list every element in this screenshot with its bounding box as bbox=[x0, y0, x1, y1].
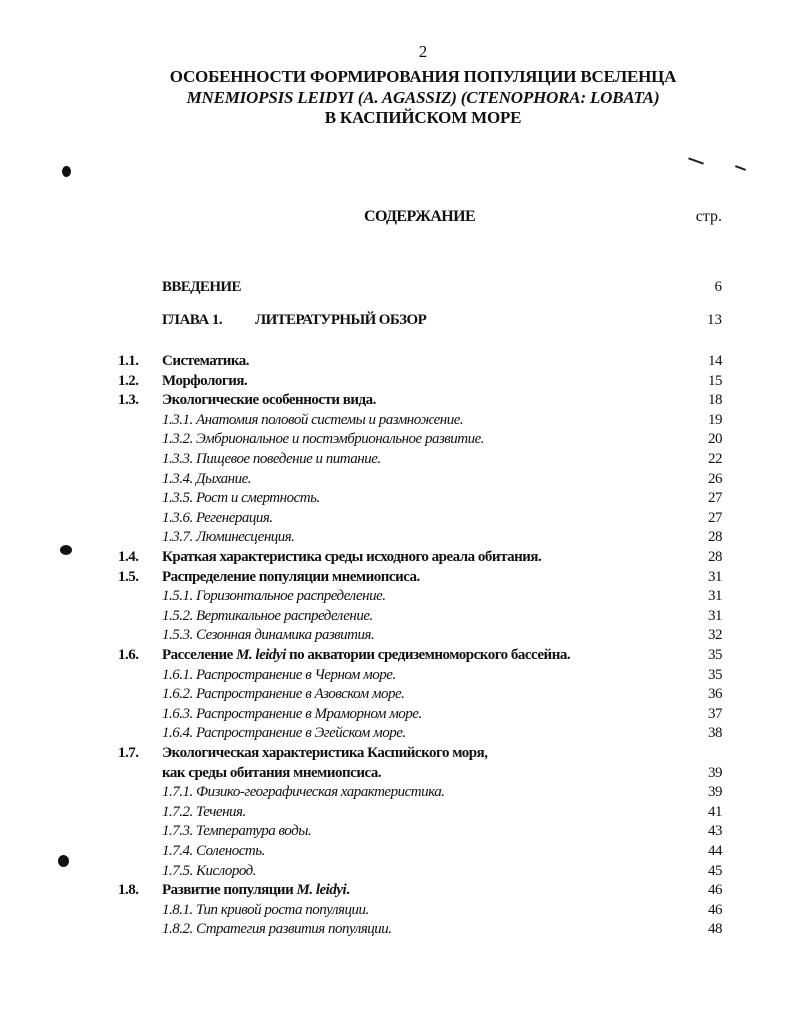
toc-entry-page: 43 bbox=[708, 823, 722, 840]
toc-entry-text: 1.6.2. Распространение в Азовском море. bbox=[162, 686, 405, 703]
toc-entry-title bbox=[162, 371, 247, 391]
toc-entry-page: 44 bbox=[708, 843, 722, 859]
toc-entry bbox=[0, 919, 791, 939]
toc-entry-page: 31 bbox=[708, 607, 722, 624]
toc-entry-title bbox=[162, 390, 376, 410]
toc-entry-text: 1.8.2. Стратегия развития популяции. bbox=[162, 921, 392, 938]
toc-entry-text: 1.7.5. Кислород. bbox=[162, 862, 256, 879]
toc-entry-title bbox=[162, 723, 406, 743]
toc-entry bbox=[0, 763, 791, 783]
toc-entry-page: 31 bbox=[708, 568, 722, 585]
toc-entry-page: 35 bbox=[708, 647, 722, 663]
toc-entry-text: Расселение bbox=[162, 647, 237, 663]
toc-entry-text: 1.3.5. Рост и смертность. bbox=[162, 490, 320, 507]
toc-entry-text: как среды обитания мнемиопсиса. bbox=[162, 764, 382, 781]
toc-entry bbox=[0, 410, 791, 430]
toc-entry-page: 46 bbox=[708, 882, 722, 899]
toc-entry-text: Морфология. bbox=[162, 372, 248, 389]
toc-entry bbox=[0, 665, 791, 685]
toc-entry-number: 1.4. bbox=[118, 549, 139, 565]
toc-entry bbox=[0, 880, 791, 900]
toc-entry-text: по акватории средиземноморского бассейна. bbox=[285, 647, 571, 663]
toc-entry bbox=[0, 429, 791, 449]
toc-entry bbox=[0, 351, 791, 371]
toc-entry bbox=[0, 469, 791, 489]
toc-entry-page: 22 bbox=[708, 451, 722, 467]
toc-entry-page: 35 bbox=[708, 666, 722, 683]
toc-entry-page: 38 bbox=[708, 725, 722, 742]
toc-entry-page: 19 bbox=[708, 411, 722, 428]
toc-entry-text: 1.7.1. Физико-географическая характеристика. bbox=[162, 784, 445, 801]
toc-entry-page: 26 bbox=[708, 470, 722, 487]
toc-entry-title bbox=[162, 547, 541, 567]
toc-entry-text: 1.7.2. Течения. bbox=[162, 803, 246, 820]
page-number: 2 bbox=[418, 42, 428, 61]
scan-mark bbox=[735, 165, 746, 171]
intro-label: ВВЕДЕНИЕ bbox=[162, 279, 241, 295]
toc-entry-text: Краткая характеристика среды исходного ареала обитания. bbox=[162, 549, 542, 565]
intro-page: 6 bbox=[714, 279, 722, 295]
toc-entry-title bbox=[162, 841, 265, 861]
toc-entry bbox=[0, 802, 791, 822]
toc-entry-title bbox=[162, 567, 420, 587]
toc-entry-text: 1.5.1. Горизонтальное распределение. bbox=[162, 588, 386, 605]
toc-entry-page: 37 bbox=[708, 705, 722, 722]
toc-entry-title bbox=[162, 743, 487, 763]
toc-entry bbox=[0, 900, 791, 920]
toc-entry-text: 1.6.4. Распространение в Эгейском море. bbox=[162, 725, 406, 742]
toc-entry bbox=[0, 684, 791, 704]
toc-entry bbox=[0, 841, 791, 861]
toc-entry-text: Экологическая характеристика Каспийского моря, bbox=[162, 745, 488, 761]
toc-entry-text: 1.7.3. Температура воды. bbox=[162, 823, 312, 840]
toc-entry-text: 1.7.4. Соленость. bbox=[162, 843, 265, 859]
toc-entry-page: 45 bbox=[708, 862, 722, 879]
toc-entry bbox=[0, 743, 791, 763]
toc-entry-number: 1.5. bbox=[118, 568, 139, 585]
toc-entry-number: 1.8. bbox=[118, 882, 139, 899]
chapter1-label: ГЛАВА 1. bbox=[162, 312, 223, 328]
toc-entry-title bbox=[162, 900, 369, 920]
toc-entry bbox=[0, 821, 791, 841]
toc-entry-title bbox=[162, 625, 374, 645]
page-column-label: стр. bbox=[695, 208, 722, 225]
toc-entry-number: 1.6. bbox=[118, 647, 139, 663]
toc-entry-page: 39 bbox=[708, 764, 722, 781]
toc-entry-title bbox=[162, 586, 386, 606]
toc-entry-text: 1.3.1. Анатомия половой системы и размножение. bbox=[162, 411, 464, 428]
toc-entry-title bbox=[162, 763, 381, 783]
toc-entry-text: Экологические особенности вида. bbox=[162, 392, 376, 409]
toc-entry-number: 1.2. bbox=[118, 372, 139, 389]
toc-entry-text: 1.6.3. Распространение в Мраморном море. bbox=[162, 705, 422, 722]
scan-speck bbox=[62, 166, 71, 177]
toc-entry-title bbox=[162, 861, 256, 881]
toc-entry-text: 1.3.2. Эмбриональное и постэмбриональное развитие. bbox=[162, 431, 485, 448]
toc-entry-page: 46 bbox=[708, 901, 722, 918]
toc-entry-text: 1.3.7. Люминесценция. bbox=[162, 529, 295, 546]
toc-entry-title bbox=[162, 880, 349, 900]
toc-entry-title bbox=[162, 802, 246, 822]
toc-entry-title bbox=[162, 665, 396, 685]
species-name: M. leidyi bbox=[296, 882, 347, 899]
toc-entry bbox=[0, 723, 791, 743]
toc-entry bbox=[0, 861, 791, 881]
toc-entry-text: . bbox=[346, 882, 350, 899]
toc-entry-title bbox=[162, 351, 249, 371]
scan-mark bbox=[688, 157, 704, 164]
toc-entry bbox=[0, 567, 791, 587]
toc-entry-page: 14 bbox=[708, 353, 722, 369]
contents-heading: СОДЕРЖАНИЕ bbox=[364, 208, 476, 225]
toc-entry-number: 1.1. bbox=[118, 353, 139, 369]
title-line-2: MNEMIOPSIS LEIDYI (A. AGASSIZ) (CTENOPHORA: LOBATA) bbox=[186, 88, 660, 107]
toc-entry-title bbox=[162, 919, 392, 939]
species-name: M. leidyi bbox=[236, 647, 286, 663]
toc-entry-page: 32 bbox=[708, 627, 722, 644]
toc-entry-text: Распределение популяции мнемиопсиса. bbox=[162, 568, 420, 585]
toc-entry-title bbox=[162, 488, 320, 508]
scan-speck bbox=[58, 855, 69, 867]
toc-entry bbox=[0, 625, 791, 645]
toc-entry-title bbox=[162, 527, 295, 547]
toc-entry-text: Развитие популяции bbox=[162, 882, 297, 899]
toc-entry bbox=[0, 488, 791, 508]
toc-entry-title bbox=[162, 508, 273, 528]
toc-entry-text: 1.5.2. Вертикальное распределение. bbox=[162, 607, 373, 624]
chapter1-page: 13 bbox=[707, 312, 722, 328]
toc-entry-page: 18 bbox=[708, 392, 722, 409]
toc-entry-text: 1.5.3. Сезонная динамика развития. bbox=[162, 627, 375, 644]
toc-entry-page: 28 bbox=[708, 529, 722, 546]
toc-entry-text: Систематика. bbox=[162, 353, 250, 369]
toc-entry-number: 1.3. bbox=[118, 392, 139, 409]
chapter1-title: ЛИТЕРАТУРНЫЙ ОБЗОР bbox=[255, 312, 427, 328]
toc-entry-page: 27 bbox=[708, 490, 722, 507]
toc-entry-page: 41 bbox=[708, 803, 722, 820]
toc-entry-title bbox=[162, 684, 404, 704]
toc-entry-text: 1.3.6. Регенерация. bbox=[162, 509, 273, 526]
toc-entry-title bbox=[162, 704, 422, 724]
title-line-3: В КАСПИЙСКОМ МОРЕ bbox=[324, 108, 522, 127]
toc-entry-page: 48 bbox=[708, 921, 722, 938]
toc-entry-title bbox=[162, 429, 484, 449]
toc-entry-title bbox=[162, 821, 311, 841]
toc-entry-page: 28 bbox=[708, 549, 722, 565]
toc-entry bbox=[0, 449, 791, 469]
toc-entry bbox=[0, 527, 791, 547]
toc-entry-page: 31 bbox=[708, 588, 722, 605]
toc-entry bbox=[0, 371, 791, 391]
toc-entry-title bbox=[162, 410, 463, 430]
toc-entry-title bbox=[162, 645, 570, 665]
toc-entry-page: 36 bbox=[708, 686, 722, 703]
toc-entry-title bbox=[162, 606, 373, 626]
toc-entry-text: 1.6.1. Распространение в Черном море. bbox=[162, 666, 396, 683]
toc-entry-text: 1.3.4. Дыхание. bbox=[162, 470, 252, 487]
toc-entry bbox=[0, 390, 791, 410]
toc-entry-text: 1.3.3. Пищевое поведение и питание. bbox=[162, 451, 381, 467]
toc-entry-title bbox=[162, 782, 444, 802]
toc-entry bbox=[0, 586, 791, 606]
toc-entry-page: 20 bbox=[708, 431, 722, 448]
toc-entry bbox=[0, 547, 791, 567]
toc-entry bbox=[0, 645, 791, 665]
toc-entry-page: 27 bbox=[708, 509, 722, 526]
toc-entry-title bbox=[162, 449, 381, 469]
toc-entry-number: 1.7. bbox=[118, 745, 139, 761]
title-line-1: ОСОБЕННОСТИ ФОРМИРОВАНИЯ ПОПУЛЯЦИИ ВСЕЛЕНЦА bbox=[169, 67, 677, 86]
toc-entry-title bbox=[162, 469, 251, 489]
toc-entry bbox=[0, 704, 791, 724]
scan-speck bbox=[60, 545, 72, 555]
toc-entry bbox=[0, 606, 791, 626]
toc-entry-page: 39 bbox=[708, 784, 722, 801]
toc-entry bbox=[0, 782, 791, 802]
toc-entry-page: 15 bbox=[708, 372, 722, 389]
toc-entry bbox=[0, 508, 791, 528]
toc-entry-text: 1.8.1. Тип кривой роста популяции. bbox=[162, 901, 369, 918]
